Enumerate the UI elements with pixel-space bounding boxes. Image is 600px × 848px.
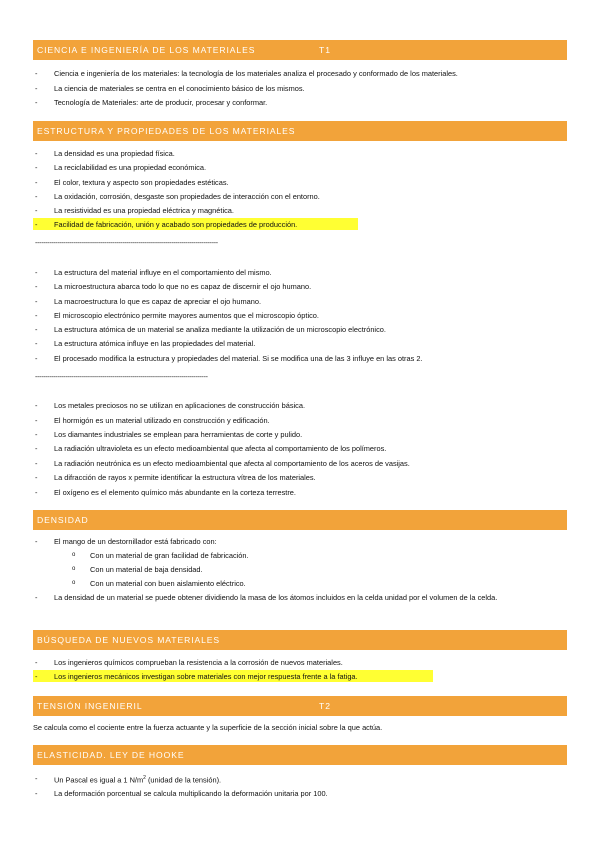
list-item: - La densidad de un material se puede obtener dividiendo la masa de los átomos incluidos en la celda unidad por el volumen de la celda. <box>35 593 498 602</box>
separator-line: ------------------------------------------------------------------------------------- <box>35 374 208 381</box>
section-title: ESTRUCTURA Y PROPIEDADES DE LOS MATERIALES <box>37 126 296 136</box>
topic-tag: T2 <box>319 701 332 711</box>
paragraph: Se calcula como el cociente entre la fuerza actuante y la superficie de la sección inicial sobre la que actúa. <box>33 723 383 732</box>
topic-tag: T1 <box>319 45 332 55</box>
section-header-elasticidad <box>33 745 567 765</box>
section-title: TENSIÓN INGENIERIL <box>37 701 143 711</box>
separator-line: ------------------------------------------------------------------------------------------ <box>35 240 218 247</box>
pascal-text: Un Pascal es igual a 1 N/m <box>54 775 144 785</box>
section-header-ciencia <box>33 40 567 60</box>
section-title: CIENCIA E INGENIERÍA DE LOS MATERIALES <box>37 45 256 55</box>
section-title: DENSIDAD <box>37 515 89 525</box>
document-page: CIENCIA E INGENIERÍA DE LOS MATERIALES T1 - Ciencia e ingeniería de los materiales: la tecnología de los materiales analiza el procesado y conformado de los materiales. - La ciencia de materiales se centra en el conocimiento básico de los mismos. - Tecnología de Materiales: arte de producir, procesar y conformar. ESTRUCTURA Y PROPIEDADES DE LOS MATERIALES - La densidad es una propiedad física. - La reciclabilidad es una propiedad económica. - El color, textura y aspecto son propiedades estéticas. - La oxidación, corrosión, desgaste son propiedades de interacción con el entorno. - La resistividad es una propiedad eléctrica y magnética. - Facilidad de fabricación, unión y acabado son propiedades de producción. ------------------------------------------------------------------------------------------ - La estructura del material influye en el comportamiento del mismo. - La microestructura abarca todo lo que no es capaz de discernir el ojo humano. - La macroestructura lo que es capaz de apreciar el ojo humano. - El microscopio electrónico permite mayores aumentos que el microscopio óptico. - La estructura atómica de un material se analiza mediante la utilización de un microscopio electrónico. - La estructura atómica influye en las propiedades del material. - El procesado modifica la estructura y propiedades del material. Si se modifica una de las 3 influye en las otras 2. ------------------------------------------------------------------------------------- - Los metales preciosos no se utilizan en aplicaciones de construcción básica. - El hormigón es un material utilizado en construcción y edificación. - Los diamantes industriales se emplean para herramientas de corte y pulido. - La radiación ultravioleta es un efecto medioambiental que afecta al comportamiento de los polímeros. - La radiación neutrónica es un efecto medioambiental que afecta al comportamiento de los aceros de vasijas. - La difracción de rayos x permite identificar la estructura vítrea de los materiales. - El oxígeno es el elemento químico más abundante en la corteza terrestre. DENSIDAD - El mango de un destornillador está fabricado con: o Con un material de gran facilidad de fabricación. o Con un material de baja densidad. o Con un material con buen aislamiento eléctrico. - La densidad de un material se puede obtener dividiendo la masa de los átomos incluidos en la celda unidad por el volumen de la celda. BÚSQUEDA DE NUEVOS MATERIALES - Los ingenieros químicos comprueban la resistencia a la corrosión de nuevos materiales. - Los ingenieros mecánicos investigan sobre materiales con mejor respuesta frente a la fatiga. TENSIÓN INGENIERIL T2 Se calcula como el cociente entre la fuerza actuante y la superficie de la sección inicial sobre la que actúa. ELASTICIDAD. LEY DE HOOKE - Un Pascal es igual a 1 $N/m^2$ (unidad de la tensión). - La deformación porcentual se calcula multiplicando la deformación unitaria por 100. <box>0 0 600 848</box>
section-header-tension <box>33 696 567 716</box>
section-header-busqueda <box>33 630 567 650</box>
section-header-densidad <box>33 510 567 530</box>
section-title: BÚSQUEDA DE NUEVOS MATERIALES <box>37 635 221 645</box>
superscript: 2 <box>143 775 146 781</box>
section-title: ELASTICIDAD. LEY DE HOOKE <box>37 750 185 760</box>
section-header-estructura <box>33 121 567 141</box>
pascal-text-tail: (unidad de la tensión). <box>145 775 222 785</box>
